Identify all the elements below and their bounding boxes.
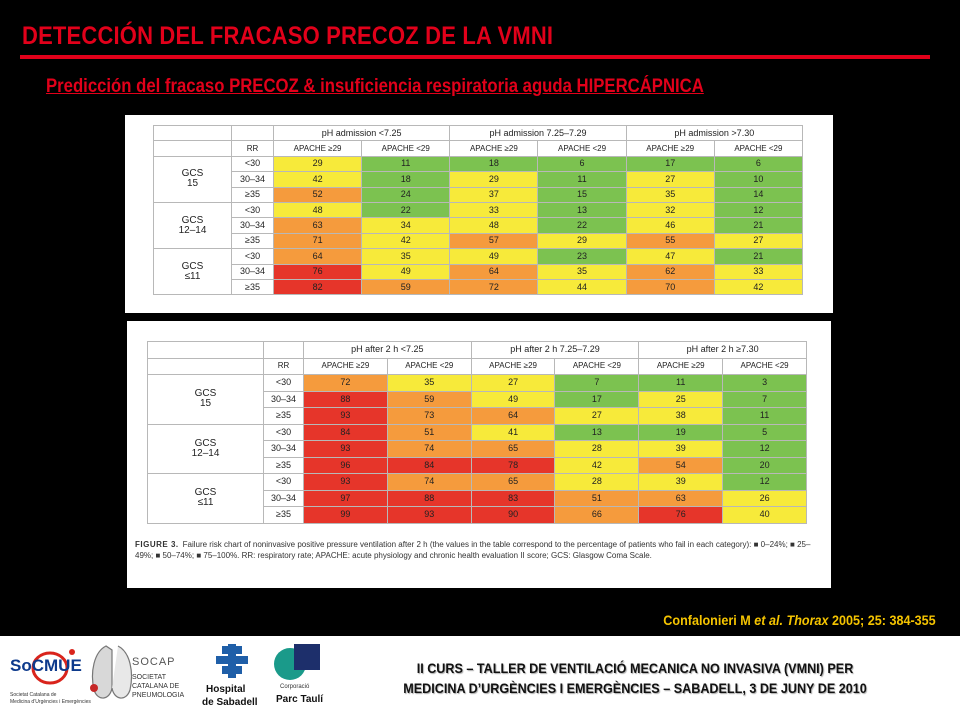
gcs-label	[148, 424, 264, 474]
risk-cell: 42	[555, 457, 639, 474]
risk-cell: 52	[274, 187, 362, 202]
gcs-label-line1: GCS	[194, 437, 217, 449]
risk-cell: 27	[555, 408, 639, 425]
apache-header: APACHE <29	[555, 358, 639, 375]
hospital-name-line2: de Sabadell	[202, 697, 258, 708]
risk-cell: 90	[471, 507, 555, 524]
risk-cell: 88	[387, 490, 471, 507]
rr-label: 30–34	[264, 490, 304, 507]
risk-cell: 55	[626, 233, 714, 248]
rr-header: RR	[232, 141, 274, 156]
risk-cell: 3	[723, 375, 807, 392]
group-header: pH after 2 h 7.25–7.29	[471, 342, 639, 359]
group-header: pH admission >7.30	[626, 126, 802, 141]
table-row	[148, 424, 807, 441]
risk-cell: 38	[639, 408, 723, 425]
risk-cell: 96	[304, 457, 388, 474]
rr-header: RR	[264, 358, 304, 375]
risk-cell: 93	[304, 441, 388, 458]
risk-cell: 66	[555, 507, 639, 524]
risk-cell: 62	[626, 264, 714, 279]
socmue-sub1: Societat Catalana de	[10, 692, 57, 698]
rr-label: <30	[264, 375, 304, 392]
risk-cell: 47	[626, 249, 714, 264]
risk-cell: 93	[304, 474, 388, 491]
risk-cell: 13	[555, 424, 639, 441]
gcs-label-line2: 15	[186, 178, 199, 190]
hospital-name-line1: Hospital	[206, 684, 246, 695]
rr-label: 30–34	[232, 172, 274, 187]
apache-header: APACHE <29	[723, 358, 807, 375]
gcs-label-line1: GCS	[181, 214, 204, 226]
risk-cell: 28	[555, 474, 639, 491]
risk-cell: 27	[714, 233, 802, 248]
course-info-line1: II CURS – TALLER DE VENTILACIÓ MECANICA NO INVASIVA (VMNI) PER	[416, 660, 854, 676]
gcs-label-line1: GCS	[194, 487, 217, 499]
risk-cell: 42	[714, 279, 802, 294]
socmue-wordmark: SoCMUE	[10, 656, 82, 675]
parc-tauli-line1: Corporació	[280, 684, 310, 690]
risk-cell: 17	[555, 391, 639, 408]
risk-cell: 82	[274, 279, 362, 294]
risk-cell: 41	[471, 424, 555, 441]
risk-cell: 97	[304, 490, 388, 507]
risk-cell: 34	[362, 218, 450, 233]
hospital-sabadell-logo	[202, 644, 262, 718]
group-header: pH after 2 h ≥7.30	[639, 342, 807, 359]
risk-cell: 48	[450, 218, 538, 233]
citation-journal: et al. Thorax	[754, 612, 829, 628]
gcs-label	[154, 249, 232, 295]
risk-cell: 99	[304, 507, 388, 524]
risk-cell: 78	[471, 457, 555, 474]
rr-label: <30	[232, 202, 274, 217]
risk-cell: 11	[723, 408, 807, 425]
risk-cell: 65	[471, 441, 555, 458]
parc-tauli-line2: Parc Taulí	[276, 694, 324, 705]
gcs-label-line1: GCS	[181, 168, 204, 180]
gcs-label	[154, 202, 232, 248]
gcs-label	[148, 375, 264, 425]
rr-label: 30–34	[264, 441, 304, 458]
figure-label: FIGURE 3.	[135, 540, 179, 549]
risk-cell: 10	[714, 172, 802, 187]
risk-table-admission	[153, 125, 803, 295]
risk-cell: 13	[538, 202, 626, 217]
table-corner	[148, 342, 264, 359]
rr-label: 30–34	[232, 218, 274, 233]
risk-cell: 29	[450, 172, 538, 187]
risk-cell: 27	[626, 172, 714, 187]
risk-cell: 35	[387, 375, 471, 392]
table-row	[148, 474, 807, 491]
risk-cell: 24	[362, 187, 450, 202]
risk-cell: 11	[639, 375, 723, 392]
risk-cell: 7	[723, 391, 807, 408]
table-row	[154, 279, 803, 294]
socap-logo	[88, 642, 196, 716]
gcs-label	[148, 474, 264, 524]
group-header: pH admission 7.25–7.29	[450, 126, 626, 141]
risk-cell: 39	[639, 474, 723, 491]
apache-header: APACHE <29	[714, 141, 802, 156]
risk-cell: 59	[362, 279, 450, 294]
gcs-label	[154, 156, 232, 202]
slide-title: DETECCIÓN DEL FRACASO PRECOZ DE LA VMNI	[22, 22, 554, 50]
table-corner	[148, 358, 264, 375]
risk-cell: 27	[471, 375, 555, 392]
risk-cell: 6	[714, 156, 802, 171]
gcs-label-line2: 12–14	[191, 447, 220, 459]
risk-cell: 29	[538, 233, 626, 248]
figure-caption-text: Failure risk chart of noninvasive positive pressure ventilation after 2 h (the values in the table correspond to the percentage of patients who fail in each category): ■ 0–24%; ■ 25–49%; ■ 50–74%; ■ 75–100%. RR: respiratory rate; APACHE: acute physiology and chronic health evaluation II score; GCS: Glasgow Coma Scale.	[135, 540, 811, 560]
risk-cell: 18	[362, 172, 450, 187]
apache-header: APACHE ≥29	[450, 141, 538, 156]
risk-cell: 39	[639, 441, 723, 458]
risk-cell: 64	[274, 249, 362, 264]
rr-label: 30–34	[232, 264, 274, 279]
parc-tauli-emblem-icon	[272, 642, 328, 682]
socap-sub3: PNEUMOLOGIA	[132, 692, 185, 699]
risk-cell: 84	[387, 457, 471, 474]
apache-header: APACHE ≥29	[304, 358, 388, 375]
risk-cell: 20	[723, 457, 807, 474]
figure-caption	[135, 539, 823, 561]
title-underline	[20, 55, 930, 59]
risk-cell: 44	[538, 279, 626, 294]
rr-label: ≥35	[232, 187, 274, 202]
risk-cell: 72	[304, 375, 388, 392]
risk-cell: 93	[387, 507, 471, 524]
risk-cell: 28	[555, 441, 639, 458]
risk-cell: 12	[723, 441, 807, 458]
risk-cell: 65	[471, 474, 555, 491]
risk-cell: 73	[387, 408, 471, 425]
risk-cell: 6	[538, 156, 626, 171]
table-row	[154, 218, 803, 233]
group-header: pH admission <7.25	[274, 126, 450, 141]
group-header: pH after 2 h <7.25	[304, 342, 472, 359]
rr-label: ≥35	[232, 279, 274, 294]
gcs-label-line2: 12–14	[178, 224, 207, 236]
table-corner	[264, 342, 304, 359]
table-row	[154, 156, 803, 171]
risk-cell: 18	[450, 156, 538, 171]
risk-cell: 71	[274, 233, 362, 248]
risk-cell: 74	[387, 441, 471, 458]
risk-cell: 63	[274, 218, 362, 233]
table-panel-admission	[125, 115, 833, 313]
apache-header: APACHE <29	[362, 141, 450, 156]
rr-label: ≥35	[264, 408, 304, 425]
risk-cell: 19	[639, 424, 723, 441]
risk-cell: 11	[362, 156, 450, 171]
hospital-cross-icon	[202, 644, 262, 684]
risk-cell: 48	[274, 202, 362, 217]
risk-cell: 84	[304, 424, 388, 441]
socap-sub2: CATALANA DE	[132, 683, 180, 690]
risk-cell: 59	[387, 391, 471, 408]
table-corner	[232, 126, 274, 141]
rr-label: <30	[264, 474, 304, 491]
risk-cell: 11	[538, 172, 626, 187]
socap-wordmark: SOCAP	[132, 656, 176, 668]
risk-cell: 64	[471, 408, 555, 425]
gcs-label-line1: GCS	[181, 260, 204, 272]
gcs-label-line2: ≤11	[197, 497, 214, 509]
risk-cell: 35	[538, 264, 626, 279]
risk-cell: 21	[714, 249, 802, 264]
risk-cell: 7	[555, 375, 639, 392]
apache-header: APACHE <29	[387, 358, 471, 375]
slide-subtitle: Predicción del fracaso PRECOZ & insuficiencia respiratoria aguda HIPERCÁPNICA	[46, 76, 704, 97]
risk-cell: 42	[362, 233, 450, 248]
table-row	[154, 233, 803, 248]
socmue-logo	[10, 642, 91, 714]
apache-header: APACHE ≥29	[471, 358, 555, 375]
risk-cell: 72	[450, 279, 538, 294]
risk-cell: 51	[387, 424, 471, 441]
risk-cell: 26	[723, 490, 807, 507]
gcs-label-line2: ≤11	[184, 270, 201, 282]
table-corner	[154, 126, 232, 141]
risk-cell: 93	[304, 408, 388, 425]
risk-cell: 76	[639, 507, 723, 524]
risk-cell: 33	[450, 202, 538, 217]
citation	[664, 612, 936, 628]
socap-sub1: SOCIETAT	[132, 674, 166, 681]
risk-cell: 70	[626, 279, 714, 294]
risk-cell: 54	[639, 457, 723, 474]
lungs-silhouette-icon	[88, 642, 136, 706]
table-corner	[154, 141, 232, 156]
risk-cell: 88	[304, 391, 388, 408]
risk-cell: 15	[538, 187, 626, 202]
rr-label: ≥35	[264, 457, 304, 474]
risk-cell: 12	[714, 202, 802, 217]
gcs-label-line2: 15	[199, 398, 212, 410]
apache-header: APACHE ≥29	[274, 141, 362, 156]
footer-bar	[0, 636, 960, 720]
risk-cell: 35	[362, 249, 450, 264]
rr-label: <30	[232, 156, 274, 171]
rr-label: <30	[264, 424, 304, 441]
rr-label: <30	[232, 249, 274, 264]
risk-cell: 14	[714, 187, 802, 202]
risk-cell: 46	[626, 218, 714, 233]
parc-tauli-logo	[272, 642, 336, 716]
risk-cell: 32	[626, 202, 714, 217]
apache-header: APACHE ≥29	[626, 141, 714, 156]
citation-details: 2005; 25: 384-355	[828, 612, 936, 628]
table-row	[154, 249, 803, 264]
risk-cell: 21	[714, 218, 802, 233]
table-panel-after-2h	[127, 321, 831, 588]
apache-header: APACHE ≥29	[639, 358, 723, 375]
risk-cell: 35	[626, 187, 714, 202]
risk-cell: 29	[274, 156, 362, 171]
risk-cell: 12	[723, 474, 807, 491]
course-info-line2: MEDICINA D’URGÈNCIES I EMERGÈNCIES – SABADELL, 3 DE JUNY DE 2010	[403, 680, 867, 696]
gcs-label-line1: GCS	[194, 388, 217, 400]
socmue-sub2: Medicina d’Urgències i Emergències	[10, 699, 91, 705]
risk-cell: 22	[538, 218, 626, 233]
table-row	[148, 375, 807, 392]
rr-label: ≥35	[264, 507, 304, 524]
risk-cell: 5	[723, 424, 807, 441]
risk-cell: 25	[639, 391, 723, 408]
risk-cell: 37	[450, 187, 538, 202]
risk-cell: 17	[626, 156, 714, 171]
table-row	[154, 202, 803, 217]
risk-cell: 33	[714, 264, 802, 279]
risk-cell: 22	[362, 202, 450, 217]
risk-cell: 51	[555, 490, 639, 507]
risk-cell: 63	[639, 490, 723, 507]
table-row	[154, 187, 803, 202]
apache-header: APACHE <29	[538, 141, 626, 156]
table-row	[154, 172, 803, 187]
risk-cell: 49	[362, 264, 450, 279]
risk-cell: 74	[387, 474, 471, 491]
risk-cell: 23	[538, 249, 626, 264]
risk-cell: 83	[471, 490, 555, 507]
rr-label: 30–34	[264, 391, 304, 408]
risk-cell: 40	[723, 507, 807, 524]
risk-cell: 57	[450, 233, 538, 248]
risk-table-after-2h	[147, 341, 807, 524]
citation-author: Confalonieri M	[663, 612, 755, 628]
risk-cell: 49	[471, 391, 555, 408]
table-row	[154, 264, 803, 279]
risk-cell: 42	[274, 172, 362, 187]
risk-cell: 76	[274, 264, 362, 279]
risk-cell: 64	[450, 264, 538, 279]
risk-cell: 49	[450, 249, 538, 264]
course-info	[330, 658, 940, 698]
rr-label: ≥35	[232, 233, 274, 248]
